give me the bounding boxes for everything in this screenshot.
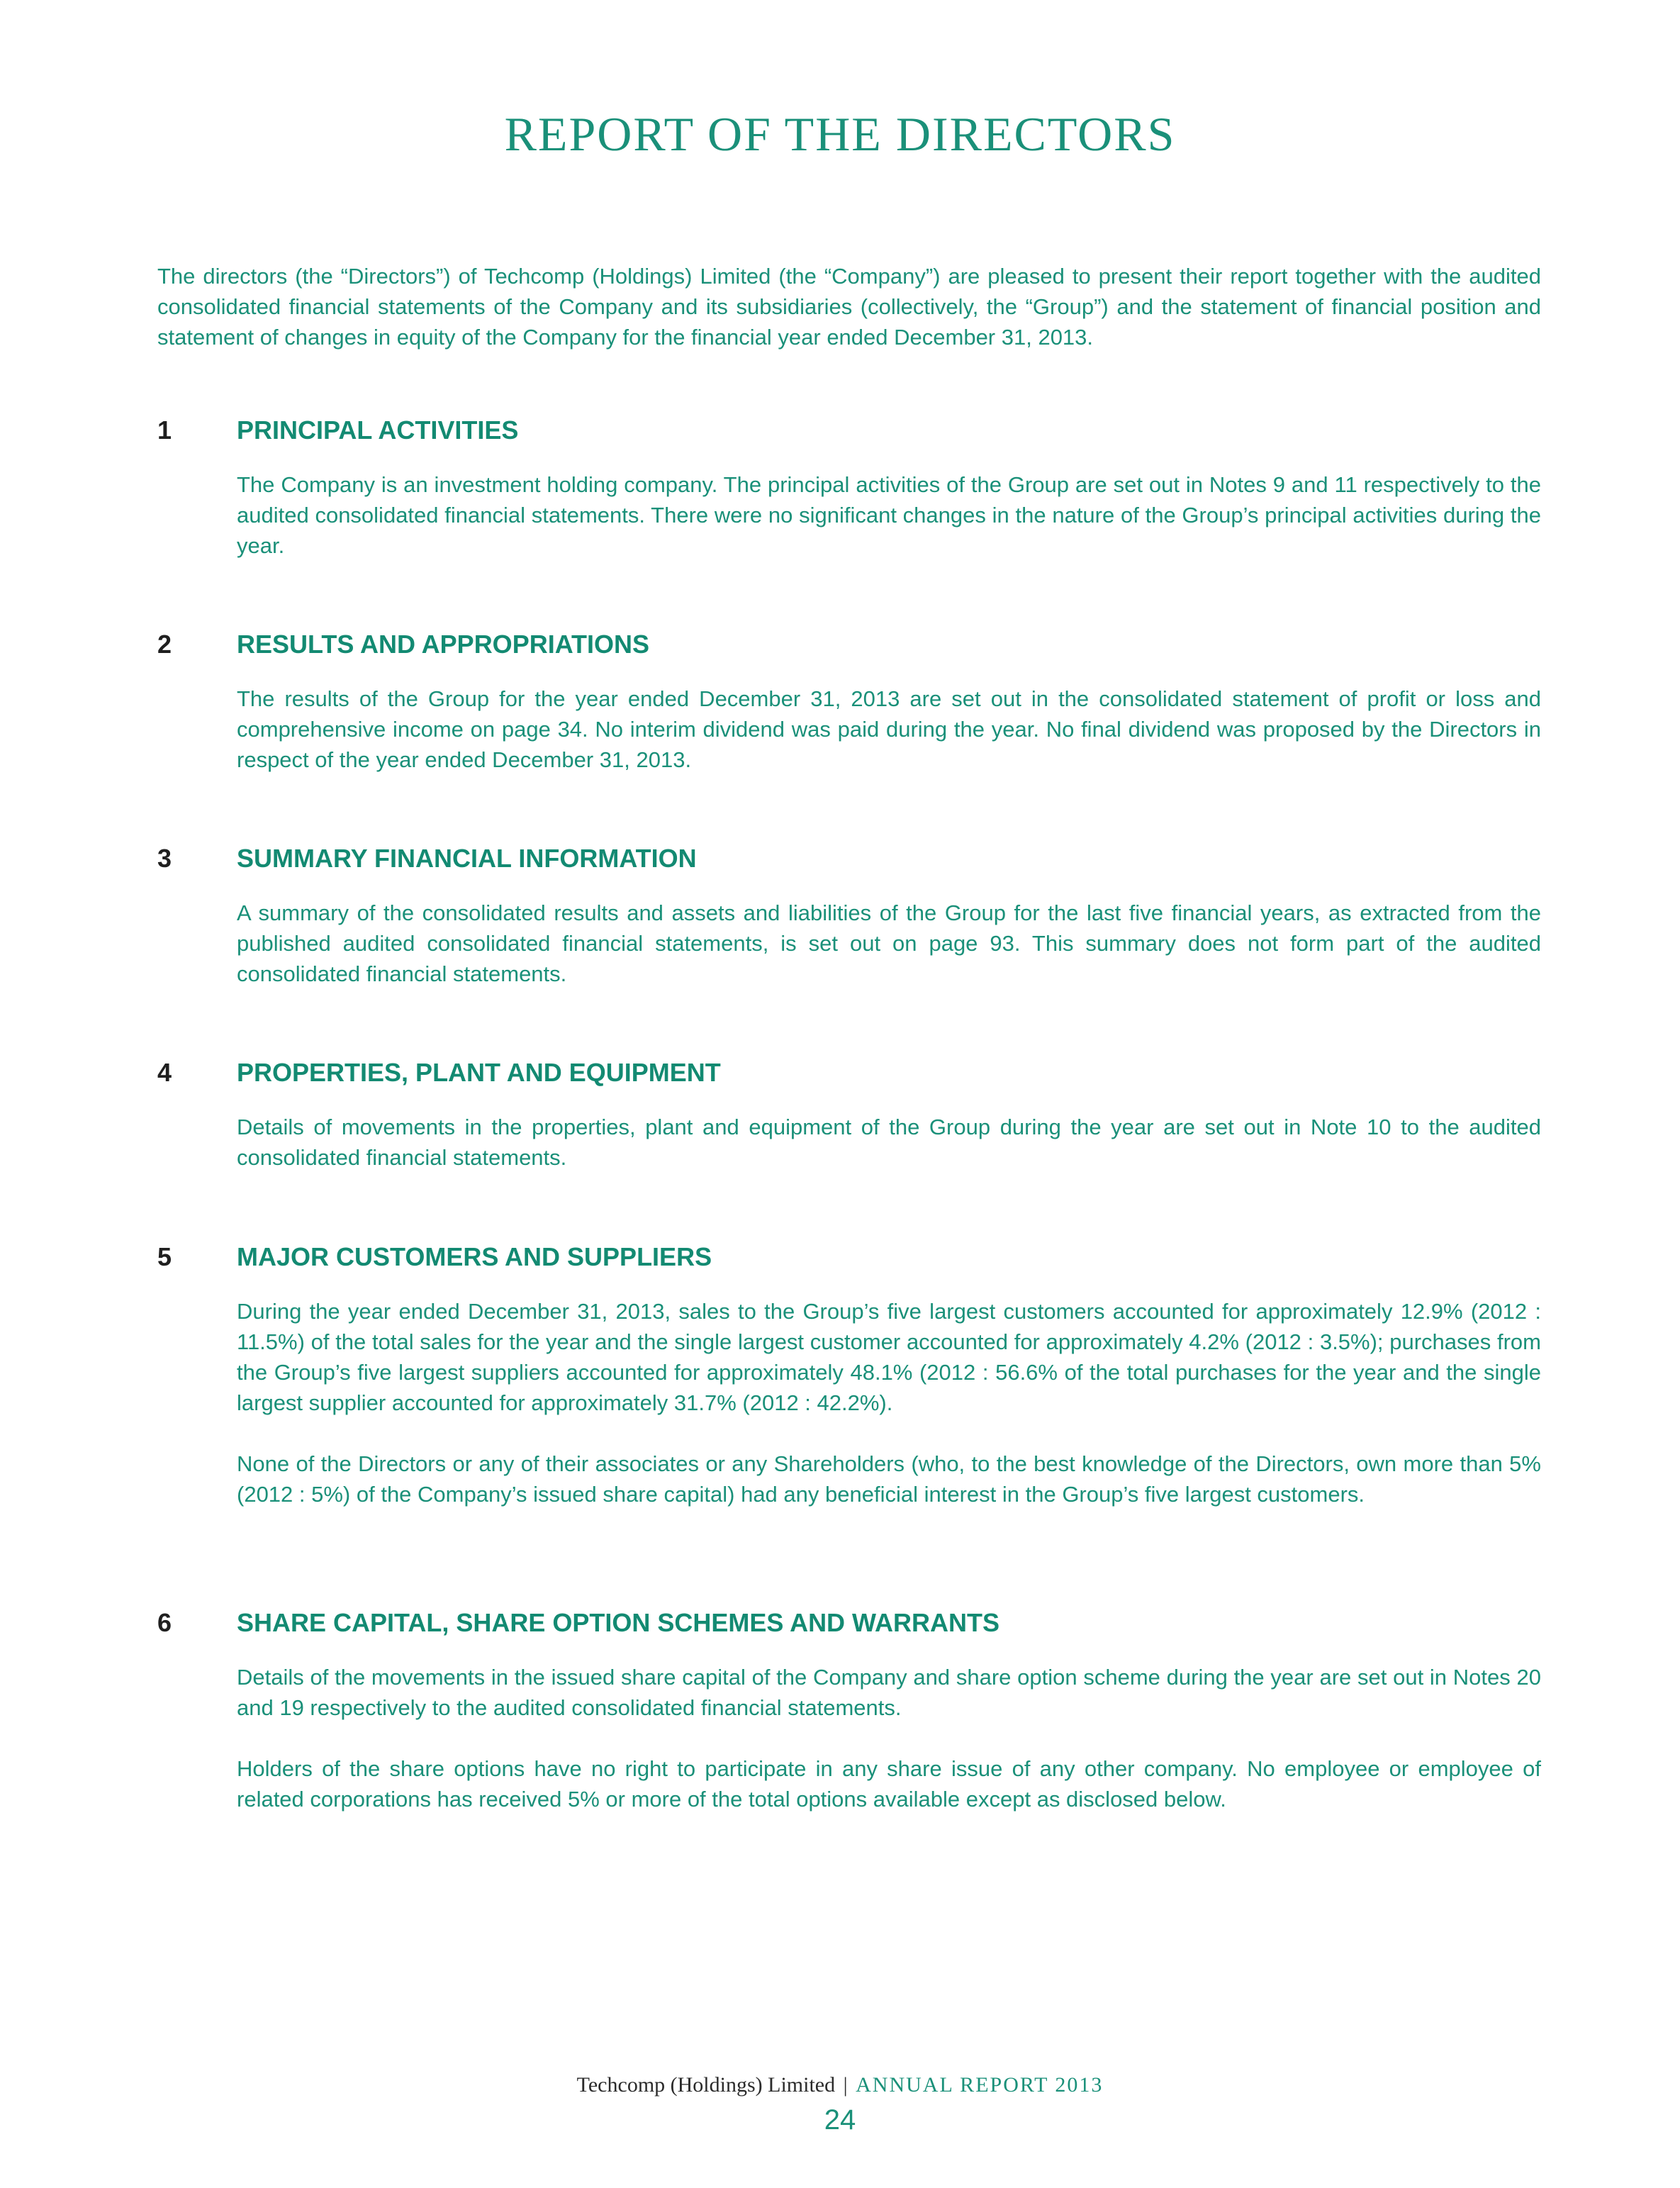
section-paragraph: Holders of the share options have no right to participate in any share issue of any other company. No employee or employee of related corporations has received 5% or more of the total options available except as disclosed below. <box>237 1756 1541 1812</box>
section-major-customers-suppliers <box>157 1242 1541 1509</box>
section-principal-activities <box>157 415 1541 561</box>
section-number: 4 <box>157 1058 172 1087</box>
section-number: 1 <box>157 415 172 445</box>
section-number: 2 <box>157 630 172 659</box>
section-number: 3 <box>157 844 172 873</box>
section-summary-financial-information <box>157 844 1541 989</box>
section-title: PRINCIPAL ACTIVITIES <box>237 415 519 445</box>
section-title: SHARE CAPITAL, SHARE OPTION SCHEMES AND WARRANTS <box>237 1608 1000 1637</box>
section-title: PROPERTIES, PLANT AND EQUIPMENT <box>237 1058 721 1087</box>
section-paragraph: During the year ended December 31, 2013, sales to the Group’s five largest customers accounted for approximately 12.9% (2012 : 11.5%) of the total sales for the year and the single largest customer accounted for approximately 4.2% (2012 : 3.5%); purchases from the Group’s five largest suppliers accounted for approximately 48.1% (2012 : 56.6% of the total purchases for the year and the single largest supplier accounted for approximately 31.7% (2012 : 42.2%). <box>237 1299 1541 1415</box>
section-paragraph: A summary of the consolidated results and assets and liabilities of the Group for the last five financial years, as extracted from the published audited consolidated financial statements, is set out on page 93. This summary does not form part of the audited consolidated financial statements. <box>237 900 1541 986</box>
section-title: MAJOR CUSTOMERS AND SUPPLIERS <box>237 1242 712 1271</box>
section-paragraph: Details of the movements in the issued share capital of the Company and share option scheme during the year are set out in Notes 20 and 19 respectively to the audited consolidated financial statements. <box>237 1665 1541 1720</box>
footer <box>0 2073 1680 2097</box>
section-paragraph: The Company is an investment holding company. The principal activities of the Group are set out in Notes 9 and 11 respectively to the audited consolidated financial statements. There were no significant changes in the nature of the Group’s principal activities during the year. <box>237 472 1541 558</box>
section-properties-plant-equipment <box>157 1058 1541 1173</box>
section-title: RESULTS AND APPROPRIATIONS <box>237 630 650 659</box>
page-title: REPORT OF THE DIRECTORS <box>504 107 1176 161</box>
section-paragraph: The results of the Group for the year ended December 31, 2013 are set out in the consolidated statement of profit or loss and comprehensive income on page 34. No interim dividend was paid during the year. No final dividend was proposed by the Directors in respect of the year ended December 31, 2013. <box>237 686 1541 772</box>
section-title: SUMMARY FINANCIAL INFORMATION <box>237 844 697 873</box>
footer-report-title: ANNUAL REPORT 2013 <box>856 2073 1104 2097</box>
footer-company: Techcomp (Holdings) Limited <box>576 2073 836 2097</box>
intro-paragraph: The directors (the “Directors”) of Techcomp (Holdings) Limited (the “Company”) are pleased to present their report together with the audited consolidated financial statements of the Company and its subsidiaries (collectively, the “Group”) and the statement of financial position and statement of changes in equity of the Company for the financial year ended December 31, 2013. <box>157 264 1541 350</box>
section-share-capital <box>157 1608 1541 1814</box>
section-number: 6 <box>157 1608 172 1637</box>
section-results-and-appropriations <box>157 630 1541 775</box>
section-number: 5 <box>157 1242 172 1271</box>
footer-separator: | <box>843 2073 848 2097</box>
section-paragraph: Details of movements in the properties, plant and equipment of the Group during the year are set out in Note 10 to the audited consolidated financial statements. <box>237 1115 1541 1170</box>
page-number: 24 <box>824 2104 856 2136</box>
section-paragraph: None of the Directors or any of their associates or any Shareholders (who, to the best knowledge of the Directors, own more than 5% (2012 : 5%) of the Company’s issued share capital) had any beneficial interest in the Group’s five largest customers. <box>237 1451 1541 1507</box>
